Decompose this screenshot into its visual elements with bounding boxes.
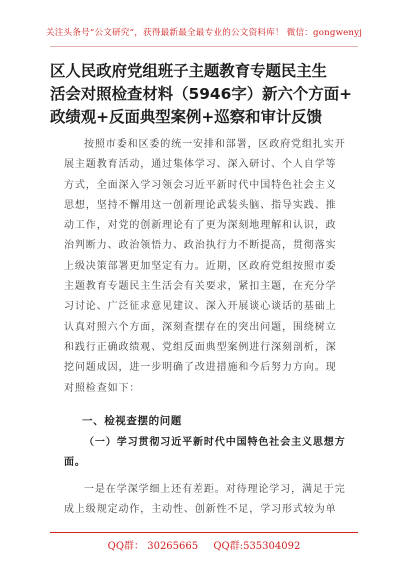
footer-divider: [50, 532, 358, 533]
footer-contact: [0, 537, 408, 552]
body-line: 思想，坚持不懈用这一创新理论武装头脑、指导实践、推: [64, 199, 337, 211]
title-line: 活会对照检查材料（5946字）新六个方面+: [50, 85, 352, 103]
body-paragraph: [64, 135, 354, 399]
body-line: 动工作，对党的创新理论有了更为深刻地理解和认识，政: [64, 220, 337, 232]
title-line: 区人民政府党组班子主题教育专题民主生: [50, 62, 328, 80]
header-banner: 关注头条号“公文研究”，获得最新最全最专业的公文资料库！ 微信：gongwenyj: [45, 28, 363, 38]
body-line: 对照检查如下：: [64, 382, 141, 394]
body-line: 方式，全面深入学习领会习近平新时代中国特色社会主义: [64, 179, 337, 191]
body-line: 和践行正确政绩观、党组反面典型案例进行深刻剖析，深: [64, 341, 337, 353]
paragraph-line: 一是在学深学细上还有差距。对待理论学习，满足于完: [84, 484, 346, 495]
title-line: 政绩观+反面典型案例+巡察和审计反馈: [50, 108, 323, 126]
document-title: [50, 60, 364, 129]
body-line: 习讨论、广泛征求意见建议、深入开展谈心谈话的基础上: [64, 301, 337, 313]
body-line: 按照市委和区委的统一安排和部署，区政府党组扎实开: [84, 139, 346, 150]
body-line: 主题教育专题民主生活会有关要求，紧扣主题，在充分学: [64, 281, 337, 293]
footer-qq-group-1: QQ群： 30265665: [107, 541, 199, 552]
section-heading: 一、检视查摆的问题: [82, 415, 182, 427]
header-divider: [50, 46, 358, 47]
paragraph-line: 成上级规定动作，主动性、创新性不足，学习形式较为单: [64, 504, 337, 516]
sub-heading-line: （一）学习贯彻习近平新时代中国特色社会主义思想方: [84, 437, 346, 448]
body-line: 上级决策部署更加坚定有力。近期，区政府党组按照市委: [64, 260, 337, 272]
footer-qq-group-2: QQ群:535304092: [213, 541, 301, 552]
sub-heading: [64, 433, 354, 474]
sub-heading-line: 面。: [64, 457, 86, 469]
body-line: 治判断力、政治领悟力、政治执行力不断提高，贯彻落实: [64, 240, 337, 252]
section-paragraph: [64, 480, 354, 521]
body-line: 挖问题成因，进一步明确了改进措施和今后努力方向。现: [64, 362, 337, 374]
body-line: 认真对照六个方面，深刻查摆存在的突出问题，围绕树立: [64, 321, 337, 333]
body-line: 展主题教育活动，通过集体学习、深入研讨、个人自学等: [64, 159, 337, 171]
